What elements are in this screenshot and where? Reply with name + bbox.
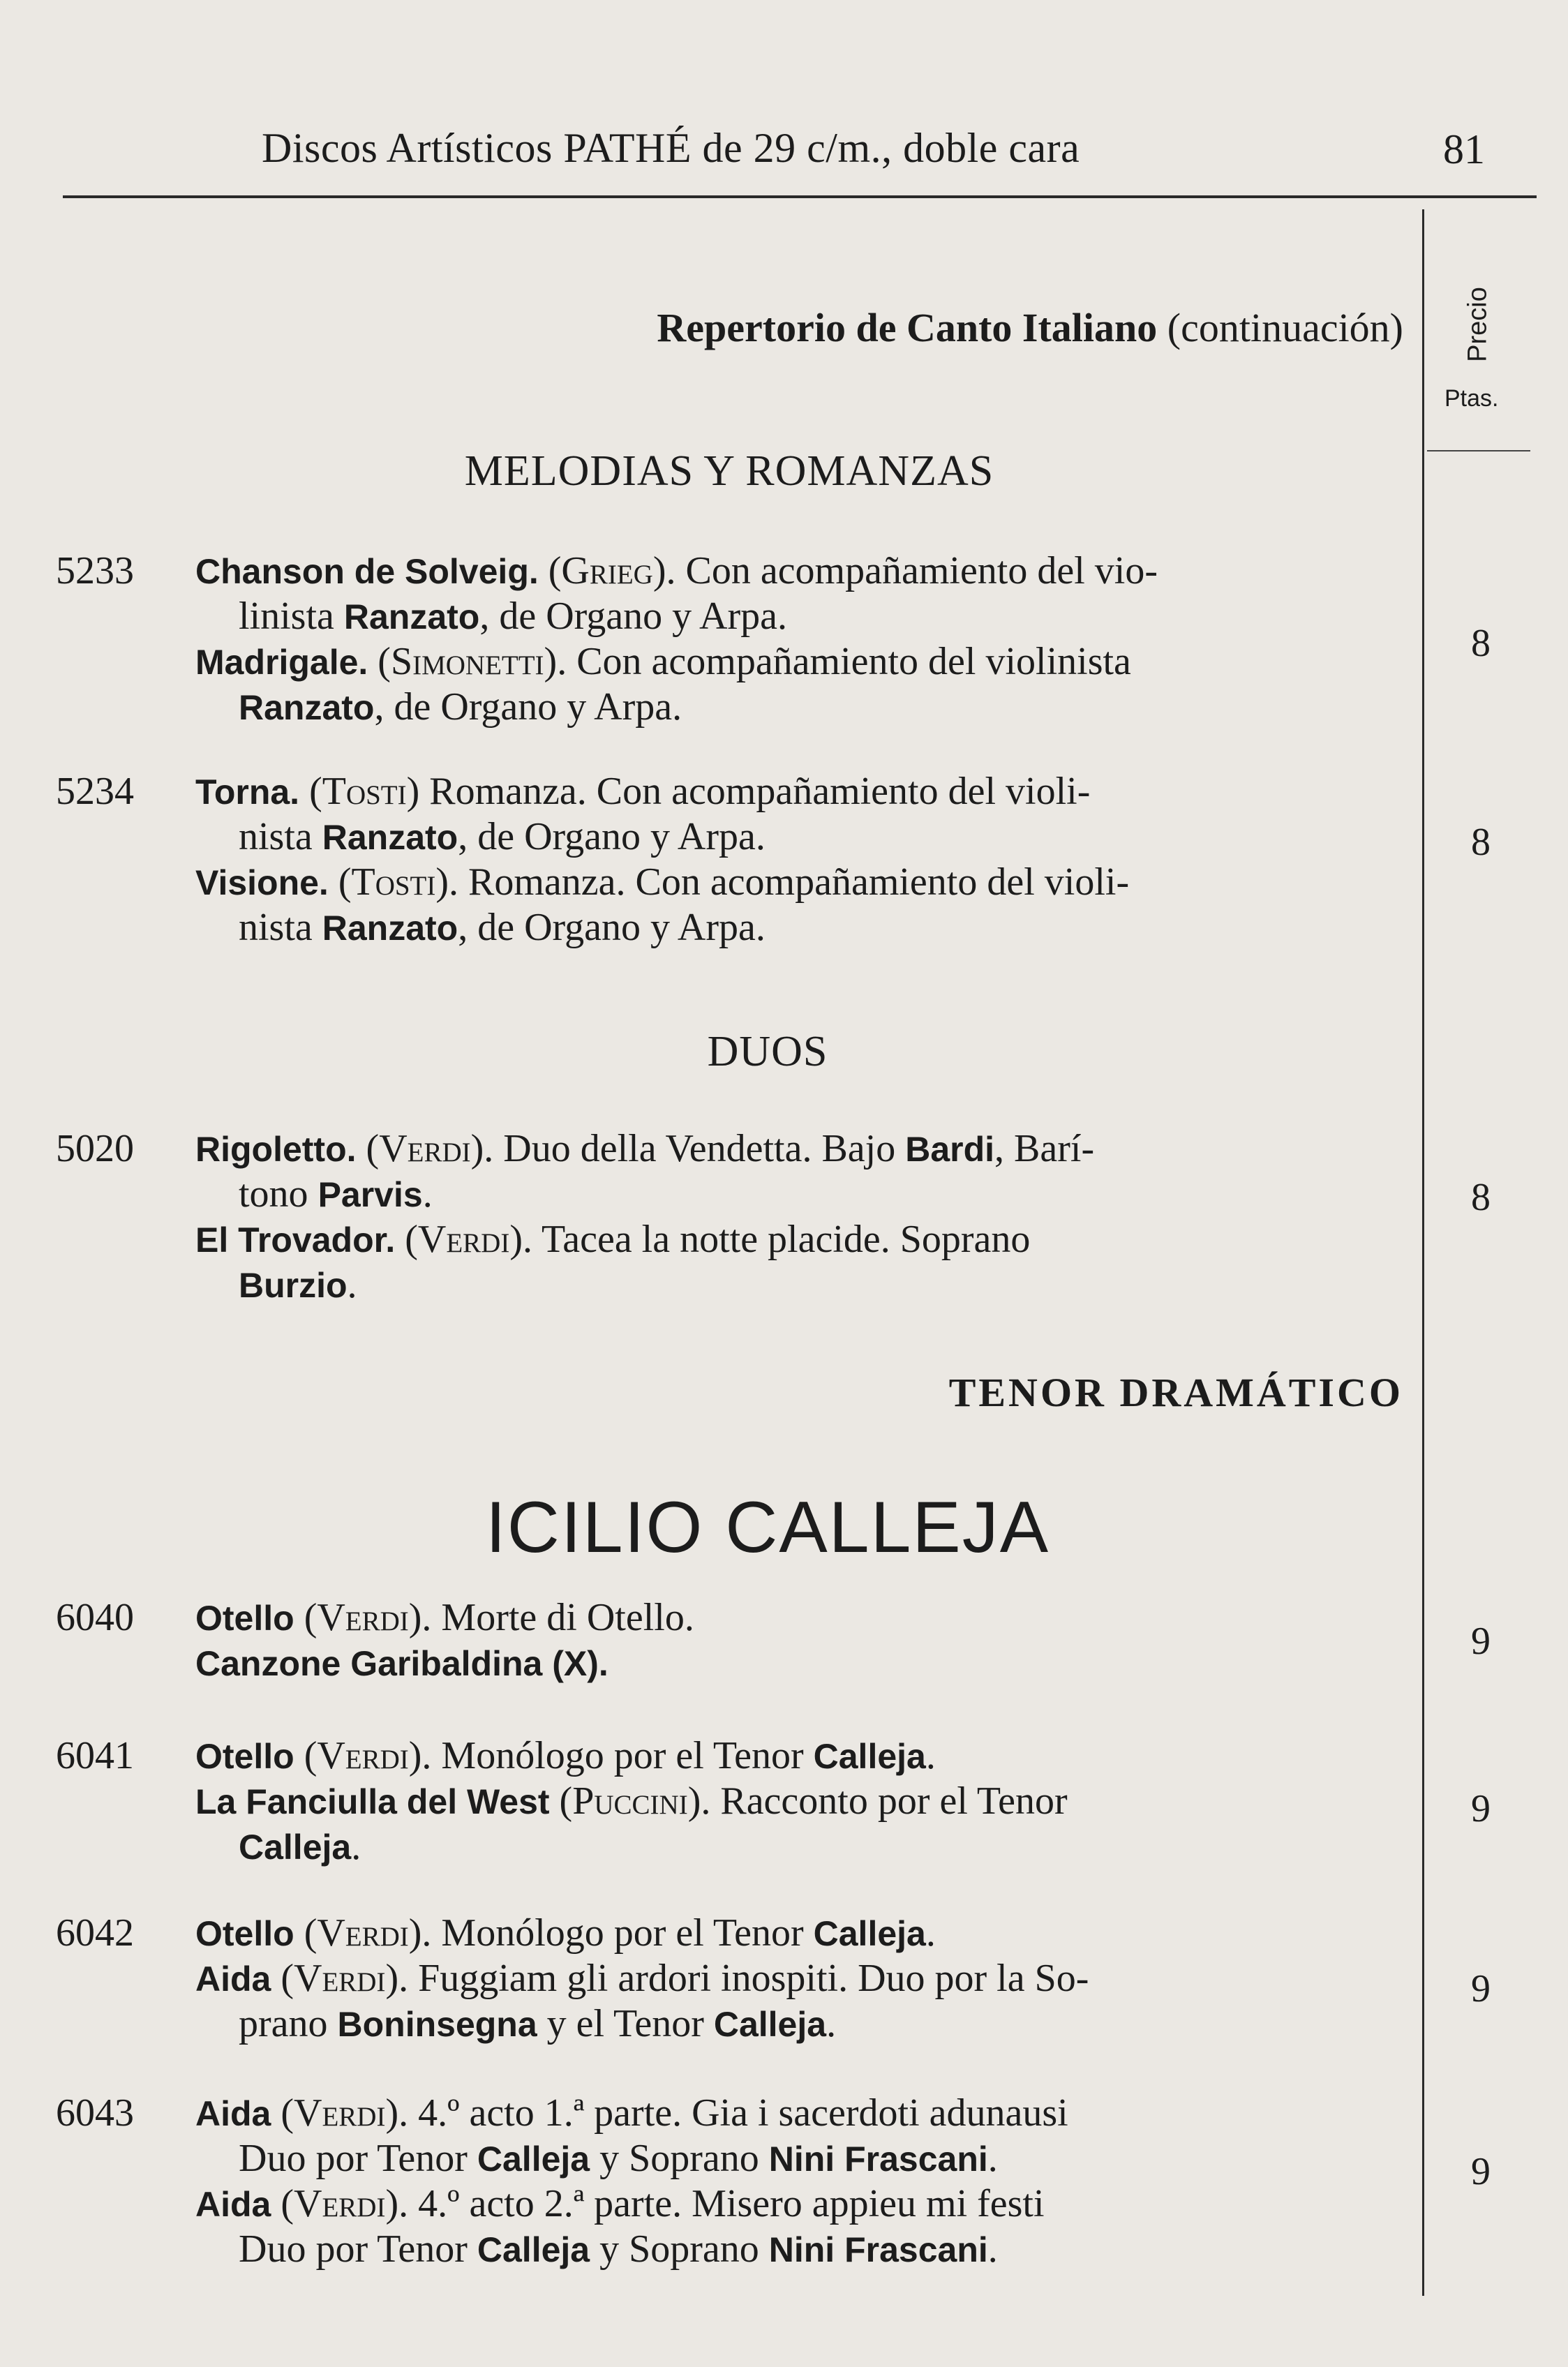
catalog-number: 6041 — [56, 1734, 134, 1777]
price: 9 — [1471, 1967, 1491, 2010]
catalog-number: 5233 — [56, 549, 134, 592]
catalog-entry-6040: Otello (Verdi). Morte di Otello. Canzone Garibaldina (X). — [195, 1596, 694, 1683]
section-tenor-dramatico: TENOR DRAMÁTICO — [948, 1370, 1403, 1415]
precio-column-label: Precio — [1463, 287, 1493, 362]
price: 9 — [1471, 1620, 1491, 1663]
catalog-entry-5020: Rigoletto. (Verdi). Duo della Vendetta. Bajo Bardi, Barí- tono Parvis. El Trovador. (Verdi). Tacea la notte placide. Soprano Burzio. — [195, 1127, 1095, 1306]
section-duos: DUOS — [707, 1028, 828, 1075]
header-rule — [63, 195, 1537, 198]
price: 9 — [1471, 2150, 1491, 2193]
catalog-entry-5233: Chanson de Solveig. (Grieg). Con acompañamiento del vio- linista Ranzato, de Organo y Arpa. Madrigale. (Simonetti). Con acompañamiento del violinista Ranzato, de Organo y Arpa. — [195, 549, 1158, 729]
catalog-entry-6043: Aida (Verdi). 4.º acto 1.ª parte. Gia i sacerdoti adunausi Duo por Tenor Calleja y Soprano Nini Frascani. Aida (Verdi). 4.º acto 2.ª parte. Misero appieu mi festi Duo por Tenor Calleja y Soprano Nini Frascani. — [195, 2091, 1068, 2271]
section-melodias: MELODIAS Y ROMANZAS — [464, 447, 994, 495]
page-header: Discos Artísticos PATHÉ de 29 c/m., doble cara — [262, 125, 1080, 171]
catalog-entry-5234: Torna. (Tosti) Romanza. Con acompañamiento del violi- nista Ranzato, de Organo y Arpa. Visione. (Tosti). Romanza. Con acompañamiento del violi- nista Ranzato, de Organo y Arpa. — [195, 770, 1130, 949]
price: 8 — [1471, 622, 1491, 665]
ptas-rule — [1427, 450, 1530, 451]
price-column-rule — [1422, 209, 1424, 2296]
catalog-number: 6040 — [56, 1596, 134, 1639]
catalog-number: 6042 — [56, 1911, 134, 1955]
catalog-number: 5020 — [56, 1127, 134, 1170]
catalog-number: 6043 — [56, 2091, 134, 2135]
catalog-entry-6041: Otello (Verdi). Monólogo por el Tenor Calleja. La Fanciulla del West (Puccini). Racconto por el Tenor Calleja. — [195, 1734, 1068, 1868]
ptas-label: Ptas. — [1444, 385, 1499, 412]
page-number: 81 — [1443, 126, 1485, 172]
catalog-entry-6042: Otello (Verdi). Monólogo por el Tenor Calleja. Aida (Verdi). Fuggiam gli ardori inospiti. Duo por la So- prano Boninsegna y el Tenor Calleja. — [195, 1911, 1089, 2045]
catalog-number: 5234 — [56, 770, 134, 813]
price: 8 — [1471, 1176, 1491, 1219]
price: 9 — [1471, 1787, 1491, 1830]
repertoire-subtitle: Repertorio de Canto Italiano (continuación) — [657, 305, 1403, 350]
price: 8 — [1471, 821, 1491, 864]
singer-name: ICILIO CALLEJA — [485, 1487, 1050, 1568]
